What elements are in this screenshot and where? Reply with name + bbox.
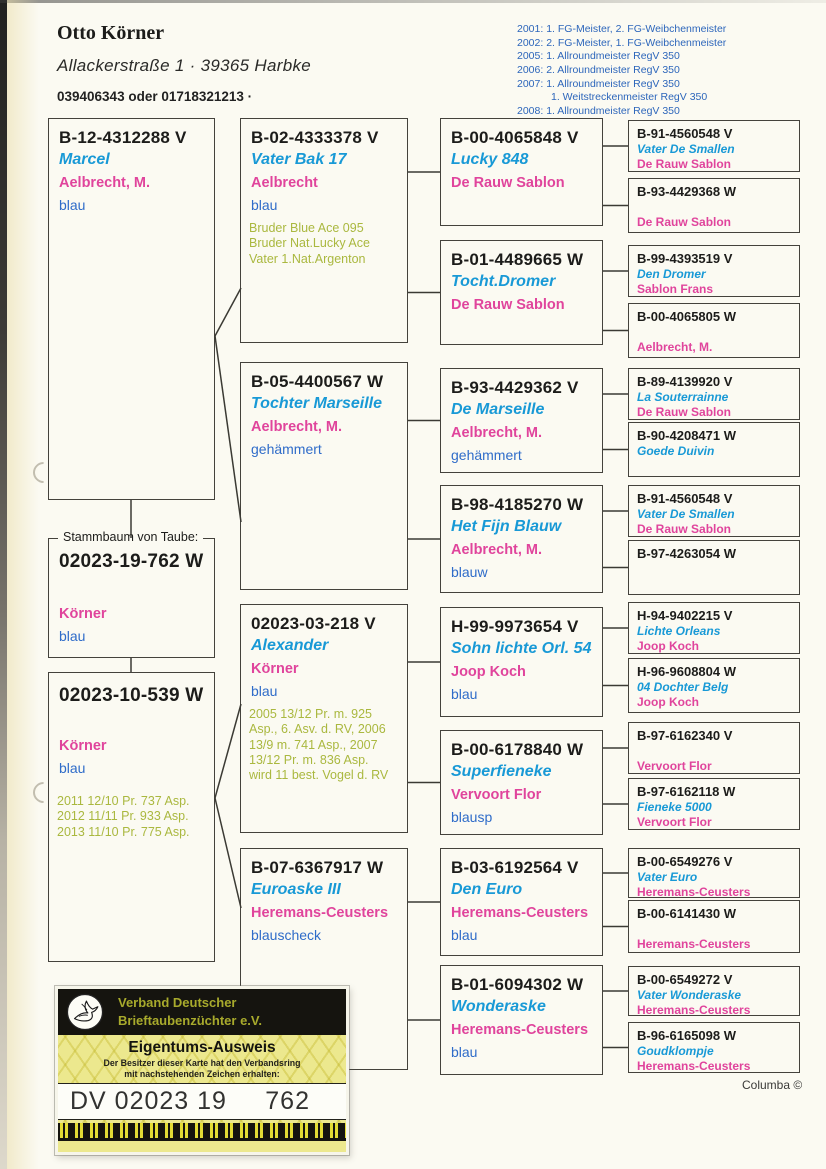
card-org-line1: Verband Deutscher	[118, 995, 237, 1011]
pedigree-box	[440, 965, 603, 1075]
ring-number: B-96-6165098 W	[637, 1028, 736, 1043]
performance-note-line: Bruder Blue Ace 095	[249, 221, 364, 235]
pedigree-box	[48, 530, 215, 658]
pigeon-name: Wonderaske	[451, 998, 546, 1015]
ring-number: B-00-6141430 W	[637, 906, 736, 921]
ring-number: B-90-4208471 W	[637, 428, 736, 443]
pedigree-box	[48, 672, 215, 962]
scan-edge-top	[0, 0, 826, 3]
pigeon-name: Euroaske III	[251, 881, 341, 898]
performance-note-line: wird 11 best. Vogel d. RV	[249, 768, 389, 782]
breeder-name: Heremans-Ceusters	[637, 937, 751, 951]
plumage-color: blau	[59, 628, 86, 644]
breeder-name: Heremans-Ceusters	[251, 905, 389, 921]
breeder-name: Körner	[59, 606, 107, 622]
achievement-line: 2006: 2. Allroundmeister RegV 350	[517, 63, 680, 76]
pedigree-box	[628, 540, 800, 595]
achievement-list	[517, 23, 726, 118]
ring-number: B-00-4065805 W	[637, 309, 736, 324]
ring-number: B-99-4393519 V	[637, 251, 733, 266]
pedigree-box	[628, 120, 800, 172]
pedigree-box	[240, 118, 408, 343]
pigeon-name: Den Euro	[451, 881, 523, 898]
spacer	[49, 710, 214, 732]
card-body	[58, 1035, 346, 1152]
breeder-name: Aelbrecht	[251, 175, 318, 191]
breeder-name: Aelbrecht, M.	[251, 419, 343, 435]
pigeon-name: Vater Bak 17	[251, 151, 347, 168]
performance-note-line: 2012 11/11 Pr. 933 Asp.	[57, 809, 189, 824]
pigeon-name	[637, 922, 795, 937]
performance-notes	[249, 707, 403, 783]
performance-notes	[57, 794, 210, 840]
pedigree-box	[628, 900, 800, 953]
plumage-color: blau	[251, 197, 278, 213]
breeder-name: Heremans-Ceusters	[637, 1059, 751, 1073]
achievement-line: 2008: 1. Allroundmeister RegV 350	[517, 104, 680, 117]
breeder-name: Körner	[59, 738, 107, 754]
plumage-color: blau	[59, 760, 86, 776]
pigeon-name: Vater Wonderaske	[637, 988, 742, 1002]
plumage-color: blau	[59, 197, 86, 213]
breeder-name: De Rauw Sablon	[451, 297, 565, 313]
plumage-color: gehämmert	[251, 441, 322, 457]
pedigree-box	[628, 368, 800, 420]
ring-number: B-00-6549276 V	[637, 854, 733, 869]
card-org-line2: Brieftaubenzüchter e.V.	[118, 1013, 263, 1028]
performance-note-line: 2005 13/12 Pr. m. 925	[249, 707, 373, 721]
pigeon-name: Alexander	[251, 637, 329, 654]
pedigree-box	[628, 178, 800, 233]
achievement-line: 2005: 1. Allroundmeister RegV 350	[517, 50, 680, 63]
plumage-color: blauw	[451, 564, 488, 580]
ring-number: B-97-6162118 W	[637, 784, 736, 799]
plumage-color: blau	[451, 1044, 478, 1060]
ownership-card	[55, 986, 349, 1155]
ring-number: B-02-4333378 V	[251, 128, 379, 147]
breeder-name: De Rauw Sablon	[637, 405, 732, 419]
performance-note-line: 13/12 Pr. m. 836 Asp.	[249, 752, 369, 767]
ring-number: 02023-19-762 W	[59, 551, 204, 572]
pedigree-box	[628, 602, 800, 654]
card-subtitle-2: mit nachstehenden Zeichen erhalten:	[124, 1068, 280, 1079]
pigeon-name: Den Dromer	[637, 267, 706, 281]
pedigree-box	[48, 118, 215, 500]
ornament-strip	[58, 1123, 346, 1141]
breeder-name: Sablon Frans	[637, 282, 714, 296]
breeder-name: Aelbrecht, M.	[59, 175, 151, 191]
performance-note-line: Asp., 6. Asv. d. RV, 2006	[249, 722, 386, 737]
ring-number: H-99-9973654 V	[451, 617, 579, 636]
pigeon-name: Tocht.Dromer	[451, 273, 556, 290]
breeder-name: Körner	[251, 661, 299, 677]
card-ring-band	[58, 1083, 346, 1120]
pigeon-name: Vater De Smallen	[637, 142, 735, 156]
scan-edge-left	[0, 0, 7, 1169]
pedigree-box	[440, 607, 603, 717]
owner-phone: 039406343 oder 01718321213 ·	[57, 89, 253, 104]
breeder-name: Joop Koch	[451, 664, 526, 680]
card-ring-number: 762	[265, 1087, 310, 1116]
pigeon-name: Superfieneke	[451, 763, 552, 780]
plumage-color: gehämmert	[451, 447, 522, 463]
ring-number: B-93-4429362 V	[451, 378, 579, 397]
plumage-color: blauscheck	[251, 927, 322, 943]
pedigree-box	[440, 730, 603, 835]
ring-number: B-89-4139920 V	[637, 374, 733, 389]
breeder-name: Joop Koch	[637, 695, 699, 709]
pigeon-name: Sohn lichte Orl. 54	[451, 640, 592, 657]
credit-text: Columba ©	[742, 1078, 803, 1092]
ring-number: H-96-9608804 W	[637, 664, 736, 679]
performance-note-line: Bruder Nat.Lucky Ace	[249, 236, 370, 251]
pigeon-name: Lichte Orleans	[637, 624, 721, 638]
card-ring-prefix: DV 02023 19	[70, 1087, 227, 1116]
breeder-name: De Rauw Sablon	[637, 157, 732, 171]
breeder-name: Vervoort Flor	[637, 815, 712, 829]
performance-note-line: 13/9 m. 741 Asp., 2007	[249, 737, 378, 752]
pedigree-box	[240, 604, 408, 833]
ring-number: B-07-6367917 W	[251, 858, 384, 877]
ring-number: H-94-9402215 V	[637, 608, 733, 623]
pigeon-name: Het Fijn Blauw	[451, 518, 562, 535]
pigeon-name: Vater Euro	[637, 870, 698, 884]
pedigree-box	[628, 722, 800, 774]
owner-address: Allackerstraße 1 · 39365 Harbke	[57, 56, 312, 75]
plumage-color: blausp	[451, 809, 493, 825]
pigeon-name: Fieneke 5000	[637, 800, 712, 814]
ring-number: B-97-6162340 V	[637, 728, 733, 743]
pedigree-box	[440, 368, 603, 473]
card-header	[58, 989, 346, 1035]
pedigree-box	[628, 485, 800, 537]
pigeon-name	[637, 744, 795, 759]
pigeon-name: La Souterrainne	[637, 390, 729, 404]
ring-number: B-91-4560548 V	[637, 126, 733, 141]
scan-shading	[7, 0, 39, 1169]
dove-logo-icon	[66, 993, 104, 1031]
pigeon-name: Tochter Marseille	[251, 395, 383, 412]
breeder-name: Aelbrecht, M.	[451, 542, 543, 558]
pedigree-box	[440, 118, 603, 226]
ring-number: B-98-4185270 W	[451, 495, 584, 514]
breeder-name: Aelbrecht, M.	[637, 340, 713, 354]
pigeon-name: Vater De Smallen	[637, 507, 735, 521]
performance-note-line: 2013 11/10 Pr. 775 Asp.	[57, 824, 190, 839]
breeder-name: Aelbrecht, M.	[451, 425, 543, 441]
card-subtitle-1: Der Besitzer dieser Karte hat den Verbandsring	[103, 1058, 301, 1068]
ring-number: B-01-6094302 W	[451, 975, 584, 994]
pigeon-name: Marcel	[59, 151, 110, 168]
breeder-name: Heremans-Ceusters	[637, 1003, 751, 1017]
performance-notes	[249, 221, 403, 267]
pedigree-box	[628, 778, 800, 830]
card-bottom-strip	[58, 1141, 346, 1152]
ring-number: B-00-6549272 V	[637, 972, 733, 987]
pedigree-box	[628, 422, 800, 477]
pigeon-name: 04 Dochter Belg	[637, 680, 729, 694]
pigeon-name	[637, 562, 795, 577]
card-title: Eigentums-Ausweis	[128, 1039, 276, 1056]
ring-number: B-97-4263054 W	[637, 546, 736, 561]
pigeon-name: Lucky 848	[451, 151, 529, 168]
pedigree-box	[628, 1022, 800, 1073]
pedigree-box	[628, 303, 800, 358]
breeder-name: Vervoort Flor	[637, 759, 712, 773]
ring-number: B-03-6192564 V	[451, 858, 579, 877]
breeder-name: De Rauw Sablon	[451, 175, 565, 191]
ring-number: 02023-10-539 W	[59, 685, 204, 706]
ring-number: B-01-4489665 W	[451, 250, 584, 269]
pedigree-box	[440, 485, 603, 593]
spacer	[49, 776, 214, 786]
owner-name: Otto Körner	[57, 22, 165, 44]
achievement-line: 2001: 1. FG-Meister, 2. FG-Weibchenmeister	[517, 23, 727, 35]
spacer	[49, 576, 214, 600]
breeder-name: Vervoort Flor	[451, 787, 542, 803]
achievement-line: 2007: 1. Allroundmeister RegV 350	[517, 77, 680, 90]
ring-number: B-00-6178840 W	[451, 740, 584, 759]
achievement-line: 1. Weitstreckenmeister RegV 350	[551, 91, 708, 104]
pigeon-name	[637, 325, 795, 340]
pedigree-box	[240, 362, 408, 590]
breeder-name: Joop Koch	[637, 639, 699, 653]
box-legend: Stammbaum von Taube:	[58, 530, 203, 544]
breeder-name: Heremans-Ceusters	[451, 905, 589, 921]
pedigree-box	[440, 240, 603, 345]
pedigree-box	[628, 966, 800, 1016]
performance-note-line: Vater 1.Nat.Argenton	[249, 251, 366, 266]
achievement-line: 2002: 2. FG-Meister, 1. FG-Weibchenmeister	[517, 36, 727, 49]
breeder-name: De Rauw Sablon	[637, 522, 732, 536]
plumage-color: blau	[251, 683, 278, 699]
pigeon-name: Goede Duivin	[637, 444, 715, 458]
pedigree-box	[628, 658, 800, 713]
pedigree-box	[440, 848, 603, 956]
ring-number: B-05-4400567 W	[251, 372, 384, 391]
breeder-name: Heremans-Ceusters	[451, 1022, 589, 1038]
ring-number: B-91-4560548 V	[637, 491, 733, 506]
pedigree-box	[628, 245, 800, 297]
breeder-name: De Rauw Sablon	[637, 215, 732, 229]
breeder-name: Heremans-Ceusters	[637, 885, 751, 899]
pigeon-name: Goudklompje	[637, 1044, 714, 1058]
plumage-color: blau	[451, 686, 478, 702]
plumage-color: blau	[451, 927, 478, 943]
ring-number: 02023-03-218 V	[251, 614, 376, 633]
ring-number: B-93-4429368 W	[637, 184, 736, 199]
pigeon-name: De Marseille	[451, 401, 545, 418]
pedigree-box	[628, 848, 800, 898]
pigeon-name	[637, 200, 795, 215]
ring-number: B-12-4312288 V	[59, 128, 187, 147]
ring-number: B-00-4065848 V	[451, 128, 579, 147]
performance-note-line: 2011 12/10 Pr. 737 Asp.	[57, 794, 190, 808]
